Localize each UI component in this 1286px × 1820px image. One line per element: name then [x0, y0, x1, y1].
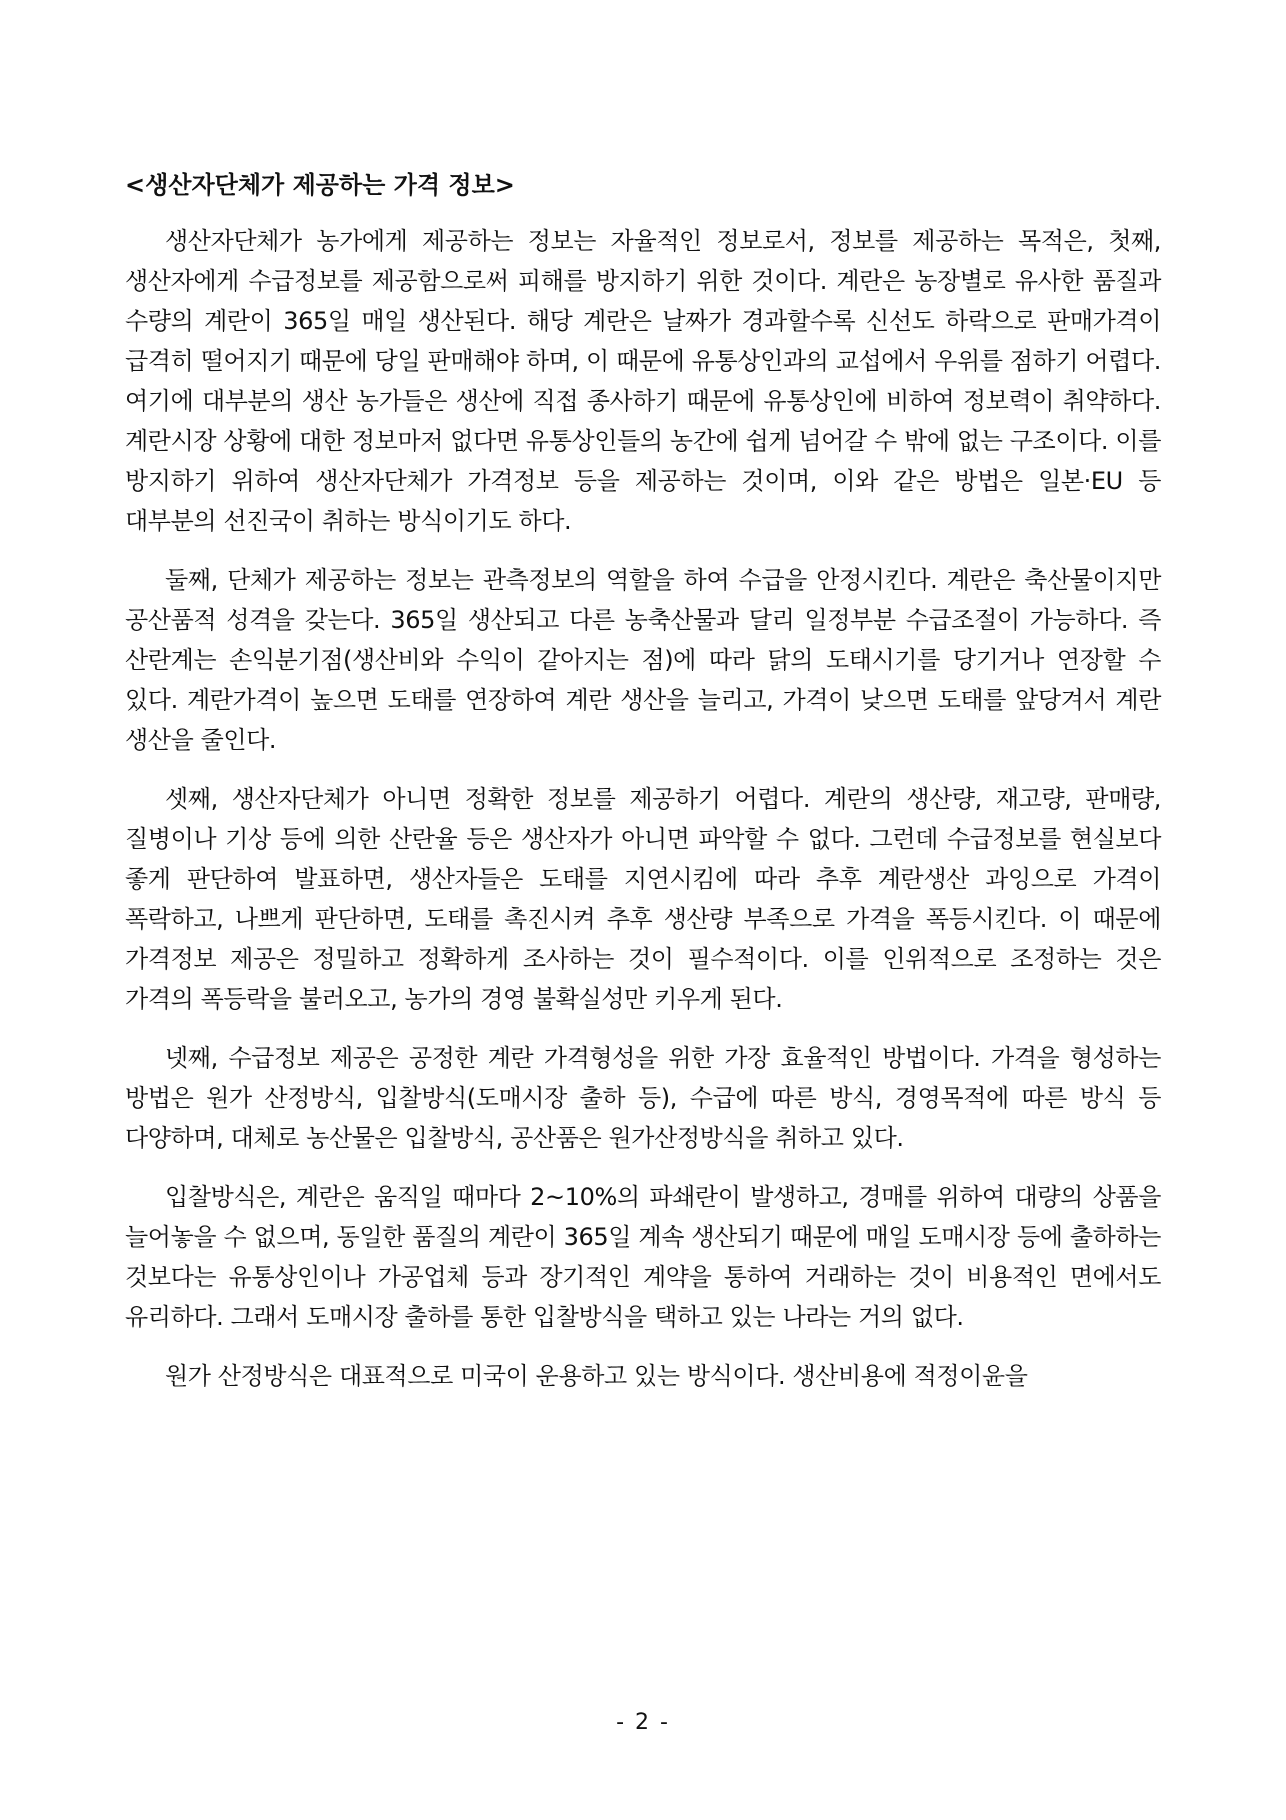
- page-number: - 2 -: [616, 1710, 670, 1735]
- paragraph-4: 넷째, 수급정보 제공은 공정한 계란 가격형성을 위한 가장 효율적인 방법이다. 가격을 형성하는 방법은 원가 산정방식, 입찰방식(도매시장 출하 등), 수급에 따른 방식, 경영목적에 따른 방식 등 다양하며, 대체로 농산물은 입찰방식, 공산품은 원가산정방식을 취하고 있다.: [125, 1044, 1161, 1152]
- paragraph-1: 생산자단체가 농가에게 제공하는 정보는 자율적인 정보로서, 정보를 제공하는 목적은, 첫째, 생산자에게 수급정보를 제공함으로써 피해를 방지하기 위한 것이다. 계란은 농장별로 유사한 품질과 수량의 계란이 365일 매일 생산된다. 해당 계란은 날짜가 경과할수록 신선도 하락으로 판매가격이 급격히 떨어지기 때문에 당일 판매해야 하며, 이 때문에 유통상인과의 교섭에서 우위를 점하기 어렵다. 여기에 대부분의 생산 농가들은 생산에 직접 종사하기 때문에 유통상인에 비하여 정보력이 취약하다. 계란시장 상황에 대한 정보마저 없다면 유통상인들의 농간에 쉽게 넘어갈 수 밖에 없는 구조이다. 이를 방지하기 위하여 생산자단체가 가격정보 등을 제공하는 것이며, 이와 같은 방법은 일본·EU 등 대부분의 선진국이 취하는 방식이기도 하다.: [125, 227, 1161, 535]
- paragraph-3: 셋째, 생산자단체가 아니면 정확한 정보를 제공하기 어렵다. 계란의 생산량, 재고량, 판매량, 질병이나 기상 등에 의한 산란율 등은 생산자가 아니면 파악할 수 없다. 그런데 수급정보를 현실보다 좋게 판단하여 발표하면, 생산자들은 도태를 지연시킴에 따라 추후 계란생산 과잉으로 가격이 폭락하고, 나쁘게 판단하면, 도태를 촉진시켜 추후 생산량 부족으로 가격을 폭등시킨다. 이 때문에 가격정보 제공은 정밀하고 정확하게 조사하는 것이 필수적이다. 이를 인위적으로 조정하는 것은 가격의 폭등락을 불러오고, 농가의 경영 불확실성만 키우게 된다.: [125, 785, 1161, 1013]
- paragraph-6: 원가 산정방식은 대표적으로 미국이 운용하고 있는 방식이다. 생산비용에 적정이윤을: [165, 1362, 1028, 1390]
- document-body: [125, 165, 1161, 1396]
- paragraph-2: 둘째, 단체가 제공하는 정보는 관측정보의 역할을 하여 수급을 안정시킨다. 계란은 축산물이지만 공산품적 성격을 갖는다. 365일 생산되고 다른 농축산물과 달리 일정부분 수급조절이 가능하다. 즉 산란계는 손익분기점(생산비와 수익이 같아지는 점)에 따라 닭의 도태시기를 당기거나 연장할 수 있다. 계란가격이 높으면 도태를 연장하여 계란 생산을 늘리고, 가격이 낮으면 도태를 앞당겨서 계란 생산을 줄인다.: [125, 566, 1161, 754]
- paragraph-5: 입찰방식은, 계란은 움직일 때마다 2~10%의 파쇄란이 발생하고, 경매를 위하여 대량의 상품을 늘어놓을 수 없으며, 동일한 품질의 계란이 365일 계속 생산되기 때문에 매일 도매시장 등에 출하하는 것보다는 유통상인이나 가공업체 등과 장기적인 계약을 통하여 거래하는 것이 비용적인 면에서도 유리하다. 그래서 도매시장 출하를 통한 입찰방식을 택하고 있는 나라는 거의 없다.: [125, 1183, 1161, 1331]
- section-title: <생산자단체가 제공하는 가격 정보>: [125, 171, 515, 199]
